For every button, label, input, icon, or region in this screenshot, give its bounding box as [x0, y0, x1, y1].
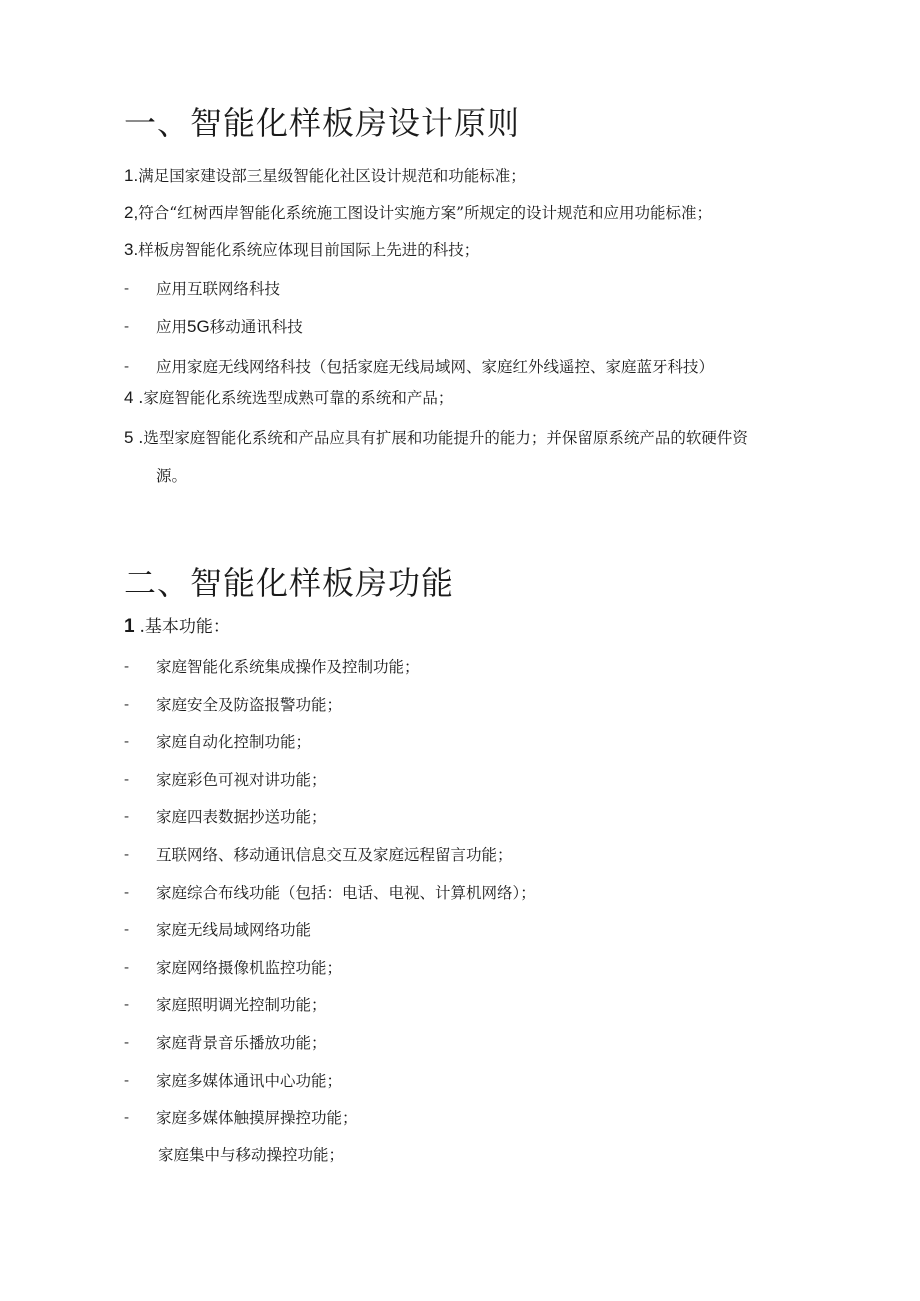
- tech-item-text: 应用家庭无线网络科技（包括家庭无线局域网、家庭红外线遥控、家庭蓝牙科技）: [156, 358, 715, 376]
- principle-1: [124, 166, 526, 186]
- principle-4-text: .家庭智能化系统选型成熟可靠的系统和产品；: [138, 389, 454, 407]
- list-dash: -: [124, 958, 130, 976]
- principle-3-number: 3.: [124, 240, 139, 259]
- list-dash: -: [124, 657, 130, 675]
- list-dash: -: [124, 920, 130, 938]
- function-item: 家庭无线局域网络功能: [156, 921, 312, 939]
- tech-item-internet: [156, 279, 280, 299]
- principle-5-number: 5: [124, 428, 134, 447]
- principle-1-number: 1.: [124, 166, 139, 185]
- list-dash: -: [124, 317, 130, 335]
- tech-item-text: 应用互联网络科技: [156, 280, 281, 298]
- principle-5-text: .选型家庭智能化系统和产品应具有扩展和功能提升的能力；并保留原系统产品的软硬件资: [138, 429, 748, 447]
- principle-5: [124, 428, 748, 448]
- list-dash: -: [124, 845, 130, 863]
- principle-2: [124, 203, 712, 223]
- tech-item-text: 移动通讯科技: [209, 318, 303, 336]
- section-2-title: 二、智能化样板房功能: [124, 564, 455, 602]
- function-item: 家庭智能化系统集成操作及控制功能；: [156, 658, 420, 676]
- function-item: 互联网络、移动通讯信息交互及家庭远程留言功能；: [156, 846, 513, 864]
- list-dash: -: [124, 807, 130, 825]
- principle-2-text: 符合“红树西岸智能化系统施工图设计实施方案”所规定的设计规范和应用功能标准；: [138, 204, 713, 222]
- list-dash: -: [124, 695, 130, 713]
- principle-1-text: 满足国家建设部三星级智能化社区设计规范和功能标准；: [138, 167, 526, 185]
- function-item: 家庭彩色可视对讲功能；: [156, 771, 327, 789]
- basic-functions-title: .基本功能：: [139, 617, 230, 637]
- function-item: 家庭多媒体触摸屏操控功能；: [156, 1109, 358, 1127]
- function-item: 家庭多媒体通讯中心功能；: [156, 1072, 343, 1090]
- list-dash: -: [124, 279, 130, 297]
- list-dash: -: [124, 1071, 130, 1089]
- principle-4-number: 4: [124, 388, 134, 407]
- function-item: 家庭综合布线功能（包括：电话、电视、计算机网络）；: [156, 884, 536, 902]
- principle-3-text: 样板房智能化系统应体现目前国际上先进的科技；: [138, 241, 480, 259]
- tech-item-5g-label: 5G: [187, 317, 210, 336]
- function-item: 家庭四表数据抄送功能；: [156, 808, 327, 826]
- tech-item-wireless: [156, 357, 714, 377]
- section-1-title: 一、智能化样板房设计原则: [124, 104, 521, 142]
- function-item: 家庭照明调光控制功能；: [156, 996, 327, 1014]
- function-item: 家庭安全及防盗报警功能；: [156, 696, 343, 714]
- list-dash: -: [124, 732, 130, 750]
- principle-3: [124, 240, 479, 260]
- basic-functions-number: 1: [124, 616, 135, 637]
- tech-item-text: 应用: [156, 318, 188, 336]
- function-item: 家庭自动化控制功能；: [156, 733, 312, 751]
- list-dash: -: [124, 357, 130, 375]
- list-dash: -: [124, 1033, 130, 1051]
- list-dash: -: [124, 770, 130, 788]
- function-item: 家庭网络摄像机监控功能；: [156, 959, 343, 977]
- list-dash: -: [124, 883, 130, 901]
- list-dash: -: [124, 995, 130, 1013]
- principle-4: [124, 388, 453, 408]
- principle-5-continuation: 源。: [156, 467, 188, 485]
- function-item-last: 家庭集中与移动操控功能；: [158, 1146, 345, 1164]
- function-item: 家庭背景音乐播放功能；: [156, 1034, 327, 1052]
- tech-item-5g: [156, 317, 303, 337]
- principle-2-number: 2,: [124, 203, 139, 222]
- basic-functions-heading: [124, 617, 230, 637]
- list-dash: -: [124, 1108, 130, 1126]
